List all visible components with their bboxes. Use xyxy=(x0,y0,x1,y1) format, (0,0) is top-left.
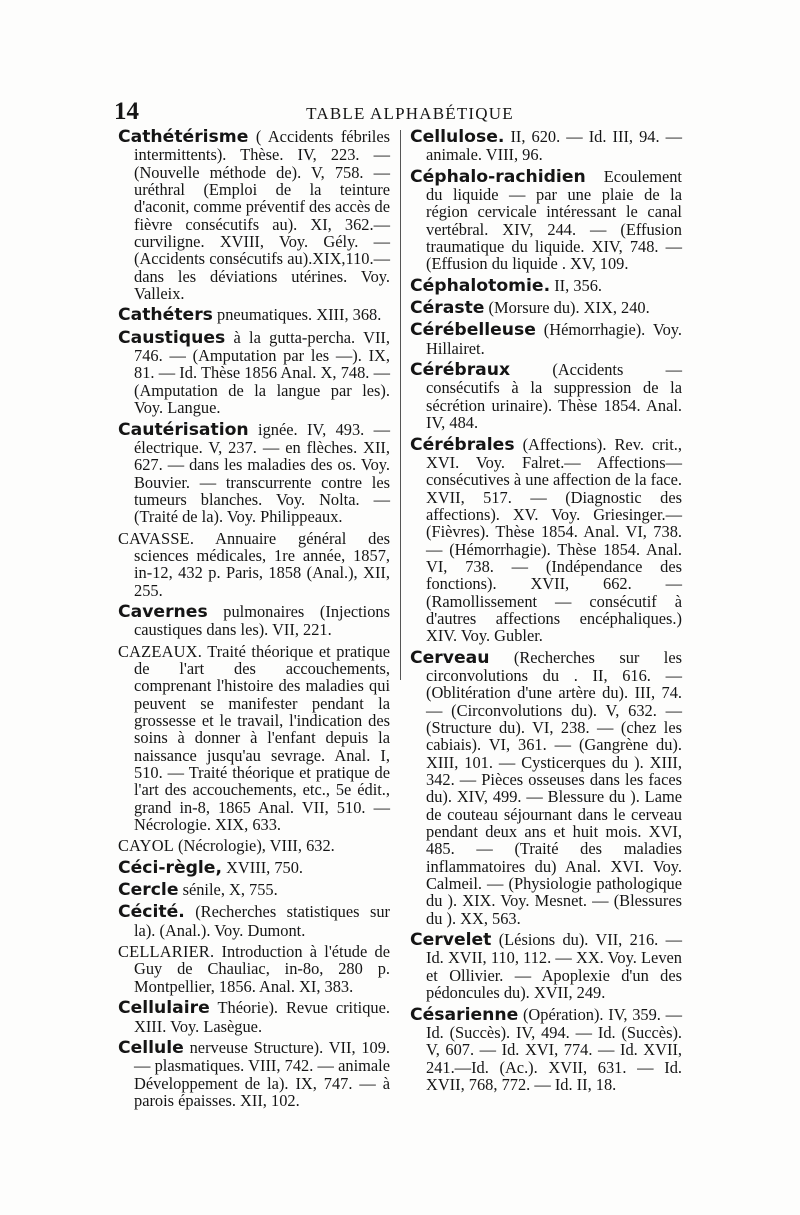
index-entry xyxy=(410,1006,682,1094)
entry-heading: Cérébraux xyxy=(410,360,511,381)
author-name: CAZEAUX. xyxy=(118,641,203,661)
index-entry xyxy=(410,931,682,1001)
entry-heading: Cavernes xyxy=(118,601,208,622)
entry-text: ignée. IV, 493. — électrique. V, 237. — en flèches. XII, 627. — dans les maladies des os. Voy. Bouvier. — transcurrente contre les tumeurs blanches. Voy. Nolta. — (Traité de la). Voy. Philippeaux. xyxy=(134,419,390,527)
left-column xyxy=(118,128,390,1113)
entry-text: XVIII, 750. xyxy=(222,857,304,877)
entry-text: Introduction à l'étude de Guy de Chauliac, in-8o, 280 p. Montpellier, 1856. Anal. XI, 383. xyxy=(134,942,390,996)
entry-text: sénile, X, 755. xyxy=(178,880,278,900)
index-entry xyxy=(118,128,390,302)
entry-text: Annuaire général des sciences médicales, 1re année, 1857, in-12, 432 p. Paris, 1858 (Anal.), XII, 255. xyxy=(134,528,390,600)
entry-text: à la gutta-percha. VII, 746. — (Amputation par les —). IX, 81. — Id. Thèse 1856 Anal. X, 748. — (Amputation de la langue par les). Voy. Langue. xyxy=(134,327,390,418)
index-entry xyxy=(118,603,390,639)
entry-heading: Cécité. xyxy=(118,902,185,923)
index-entry xyxy=(118,837,390,854)
entry-text: (Morsure du). XIX, 240. xyxy=(484,298,650,318)
entry-heading: Cérébrales xyxy=(410,434,515,455)
entry-text: pneumatiques. XIII, 368. xyxy=(212,305,382,325)
index-entry xyxy=(118,306,390,324)
entry-text: (Accidents — consécutifs à la suppression de la sécrétion urinaire). Thèse 1854. Anal. IV, 484. xyxy=(426,360,682,433)
index-entry xyxy=(118,643,390,834)
entry-heading: Cautérisation xyxy=(118,419,249,440)
index-entry xyxy=(118,329,390,417)
index-entry xyxy=(118,859,390,877)
entry-heading: Césarienne xyxy=(410,1004,519,1025)
entry-heading: Céci-règle, xyxy=(118,857,222,878)
entry-text: Traité théorique et pratique de l'art des accouchements, comprenant l'histoire des maladies qui peuvent se manifester pendant la grossesse et le travail, l'indication des soins à donner à l'enfant depuis la naissance jusqu'au sevrage. Anal. I, 510. — Traité théorique et pratique de l'art des accouchements, etc., 5e édit., grand in-8, 1865 Anal. VII, 510. — Nécrologie. XIX, 633. xyxy=(134,641,390,835)
author-name: CELLARIER. xyxy=(118,942,215,962)
index-entry xyxy=(410,361,682,431)
index-entry xyxy=(118,1039,390,1109)
index-entry xyxy=(410,436,682,645)
entry-text: II, 356. xyxy=(550,275,603,295)
entry-heading: Céraste xyxy=(410,298,485,319)
entry-text: nerveuse Structure). VII, 109. — plasmatiques. VIII, 742. — animale Développement de la). IX, 747. — à parois épaisses. XII, 102. xyxy=(134,1037,390,1110)
entry-heading: Céphalotomie. xyxy=(410,275,551,296)
entry-heading: Cellulaire xyxy=(118,998,210,1019)
entry-text: (Recherches sur les circonvolutions du . II, 616. — (Oblitération d'une artère du). III, 74. — (Circonvolutions du). V, 632. — (Structure du). VI, 238. — (chez les cabiais). VI, 361. — (Gangrène du). XIII, 101. — Cysticerques du ). XIII, 342. — Pièces osseuses dans les faces du). XIV, 499. — Blessure du ). Lame de couteau séjournant dans le cerveau pendant deux ans et huit mois. XVI, 485. — (Traité des maladies inflammatoires du) Anal. XVI. Voy. Calmeil. — (Physiologie pathologique du ). XIX. Voy. Mesnet. — (Blessures du ). XX, 563. xyxy=(426,647,682,928)
index-entry xyxy=(410,128,682,164)
page-number: 14 xyxy=(114,98,139,125)
index-entry xyxy=(410,299,682,317)
running-head: TABLE ALPHABÉTIQUE xyxy=(306,104,514,123)
entry-heading: Cathétérisme xyxy=(118,127,249,147)
entry-heading: Cellulose. xyxy=(410,127,505,147)
index-entry xyxy=(410,321,682,357)
entry-heading: Cerveau xyxy=(410,647,490,668)
entry-heading: Caustiques xyxy=(118,327,226,348)
entry-heading: Céphalo-rachidien xyxy=(410,166,586,187)
entry-text: (Affections). Rev. crit., XVI. Voy. Falret.— Affections—consécutives à une affection de la face. XVII, 517. — (Diagnostic des affections). XV. Voy. Griesinger.—(Fièvres). Thèse 1854. Anal. VI, 738. — (Hémorrhagie). Thèse 1854. Anal. VI, 738. — (Indépendance des fonctions). XVII, 662. — (Ramollissement — consécutif à d'autres affections encéphaliques.) XIV. Voy. Gubler. xyxy=(426,434,682,646)
entry-text: (Nécrologie), VIII, 632. xyxy=(173,836,335,856)
index-entry xyxy=(410,168,682,273)
entry-text: II, 620. — Id. III, 94. — animale. VIII, 96. xyxy=(426,127,682,165)
entry-text: pulmonaires (Injections caustiques dans les). VII, 221. xyxy=(134,601,390,640)
index-entry xyxy=(118,530,390,599)
entry-heading: Cellule xyxy=(118,1037,184,1058)
index-entry xyxy=(410,277,682,295)
author-name: CAVASSE. xyxy=(118,528,195,548)
entry-text: Théorie). Revue critique. XIII. Voy. Lasègue. xyxy=(134,998,390,1036)
entry-text: ( Accidents fébriles intermittents). Thèse. IV, 223. — (Nouvelle méthode de). V, 758. — uréthral (Emploi de la teinture d'aconit, comme préventif des accès de fièvre consécutifs au). XI, 362.—curviligne. XVIII, Voy. Gély. — (Accidents consécutifs au).XIX,110.—dans les déviations utérines. Voy. Valleix. xyxy=(134,127,390,304)
index-entry xyxy=(118,881,390,899)
column-divider xyxy=(400,130,401,680)
index-entry xyxy=(118,903,390,939)
entry-text: Ecoulement du liquide — par une plaie de la région cervicale intéressant le canal vertébral. XIV, 244. — (Effusion traumatique du liquide. XIV, 748. — (Effusion du liquide . XV, 109. xyxy=(426,166,682,274)
index-entry xyxy=(118,999,390,1035)
index-entry xyxy=(118,943,390,995)
entry-text: (Lésions du). VII, 216. — Id. XVII, 110, 112. — XX. Voy. Leven et Ollivier. — Apoplexie d'un des pédoncules du). XVII, 249. xyxy=(426,930,682,1003)
entry-heading: Cérébelleuse xyxy=(410,320,536,341)
entry-heading: Cathéters xyxy=(118,305,213,326)
entry-text: (Recherches statistiques sur la). (Anal.). Voy. Dumont. xyxy=(134,902,390,940)
right-column xyxy=(410,128,682,1097)
entry-heading: Cercle xyxy=(118,880,179,901)
index-entry xyxy=(410,649,682,928)
entry-text: (Opération). IV, 359. — Id. (Succès). IV, 494. — Id. (Succès). V, 607. — Id. XVI, 774. — Id. XVII, 241.—Id. (Ac.). XVII, 631. — Id. XVII, 768, 772. — Id. II, 18. xyxy=(426,1004,682,1094)
author-name: CAYOL xyxy=(118,836,174,856)
index-entry xyxy=(118,421,390,526)
entry-text: (Hémorrhagie). Voy. Hillairet. xyxy=(426,320,682,358)
entry-heading: Cervelet xyxy=(410,930,492,951)
